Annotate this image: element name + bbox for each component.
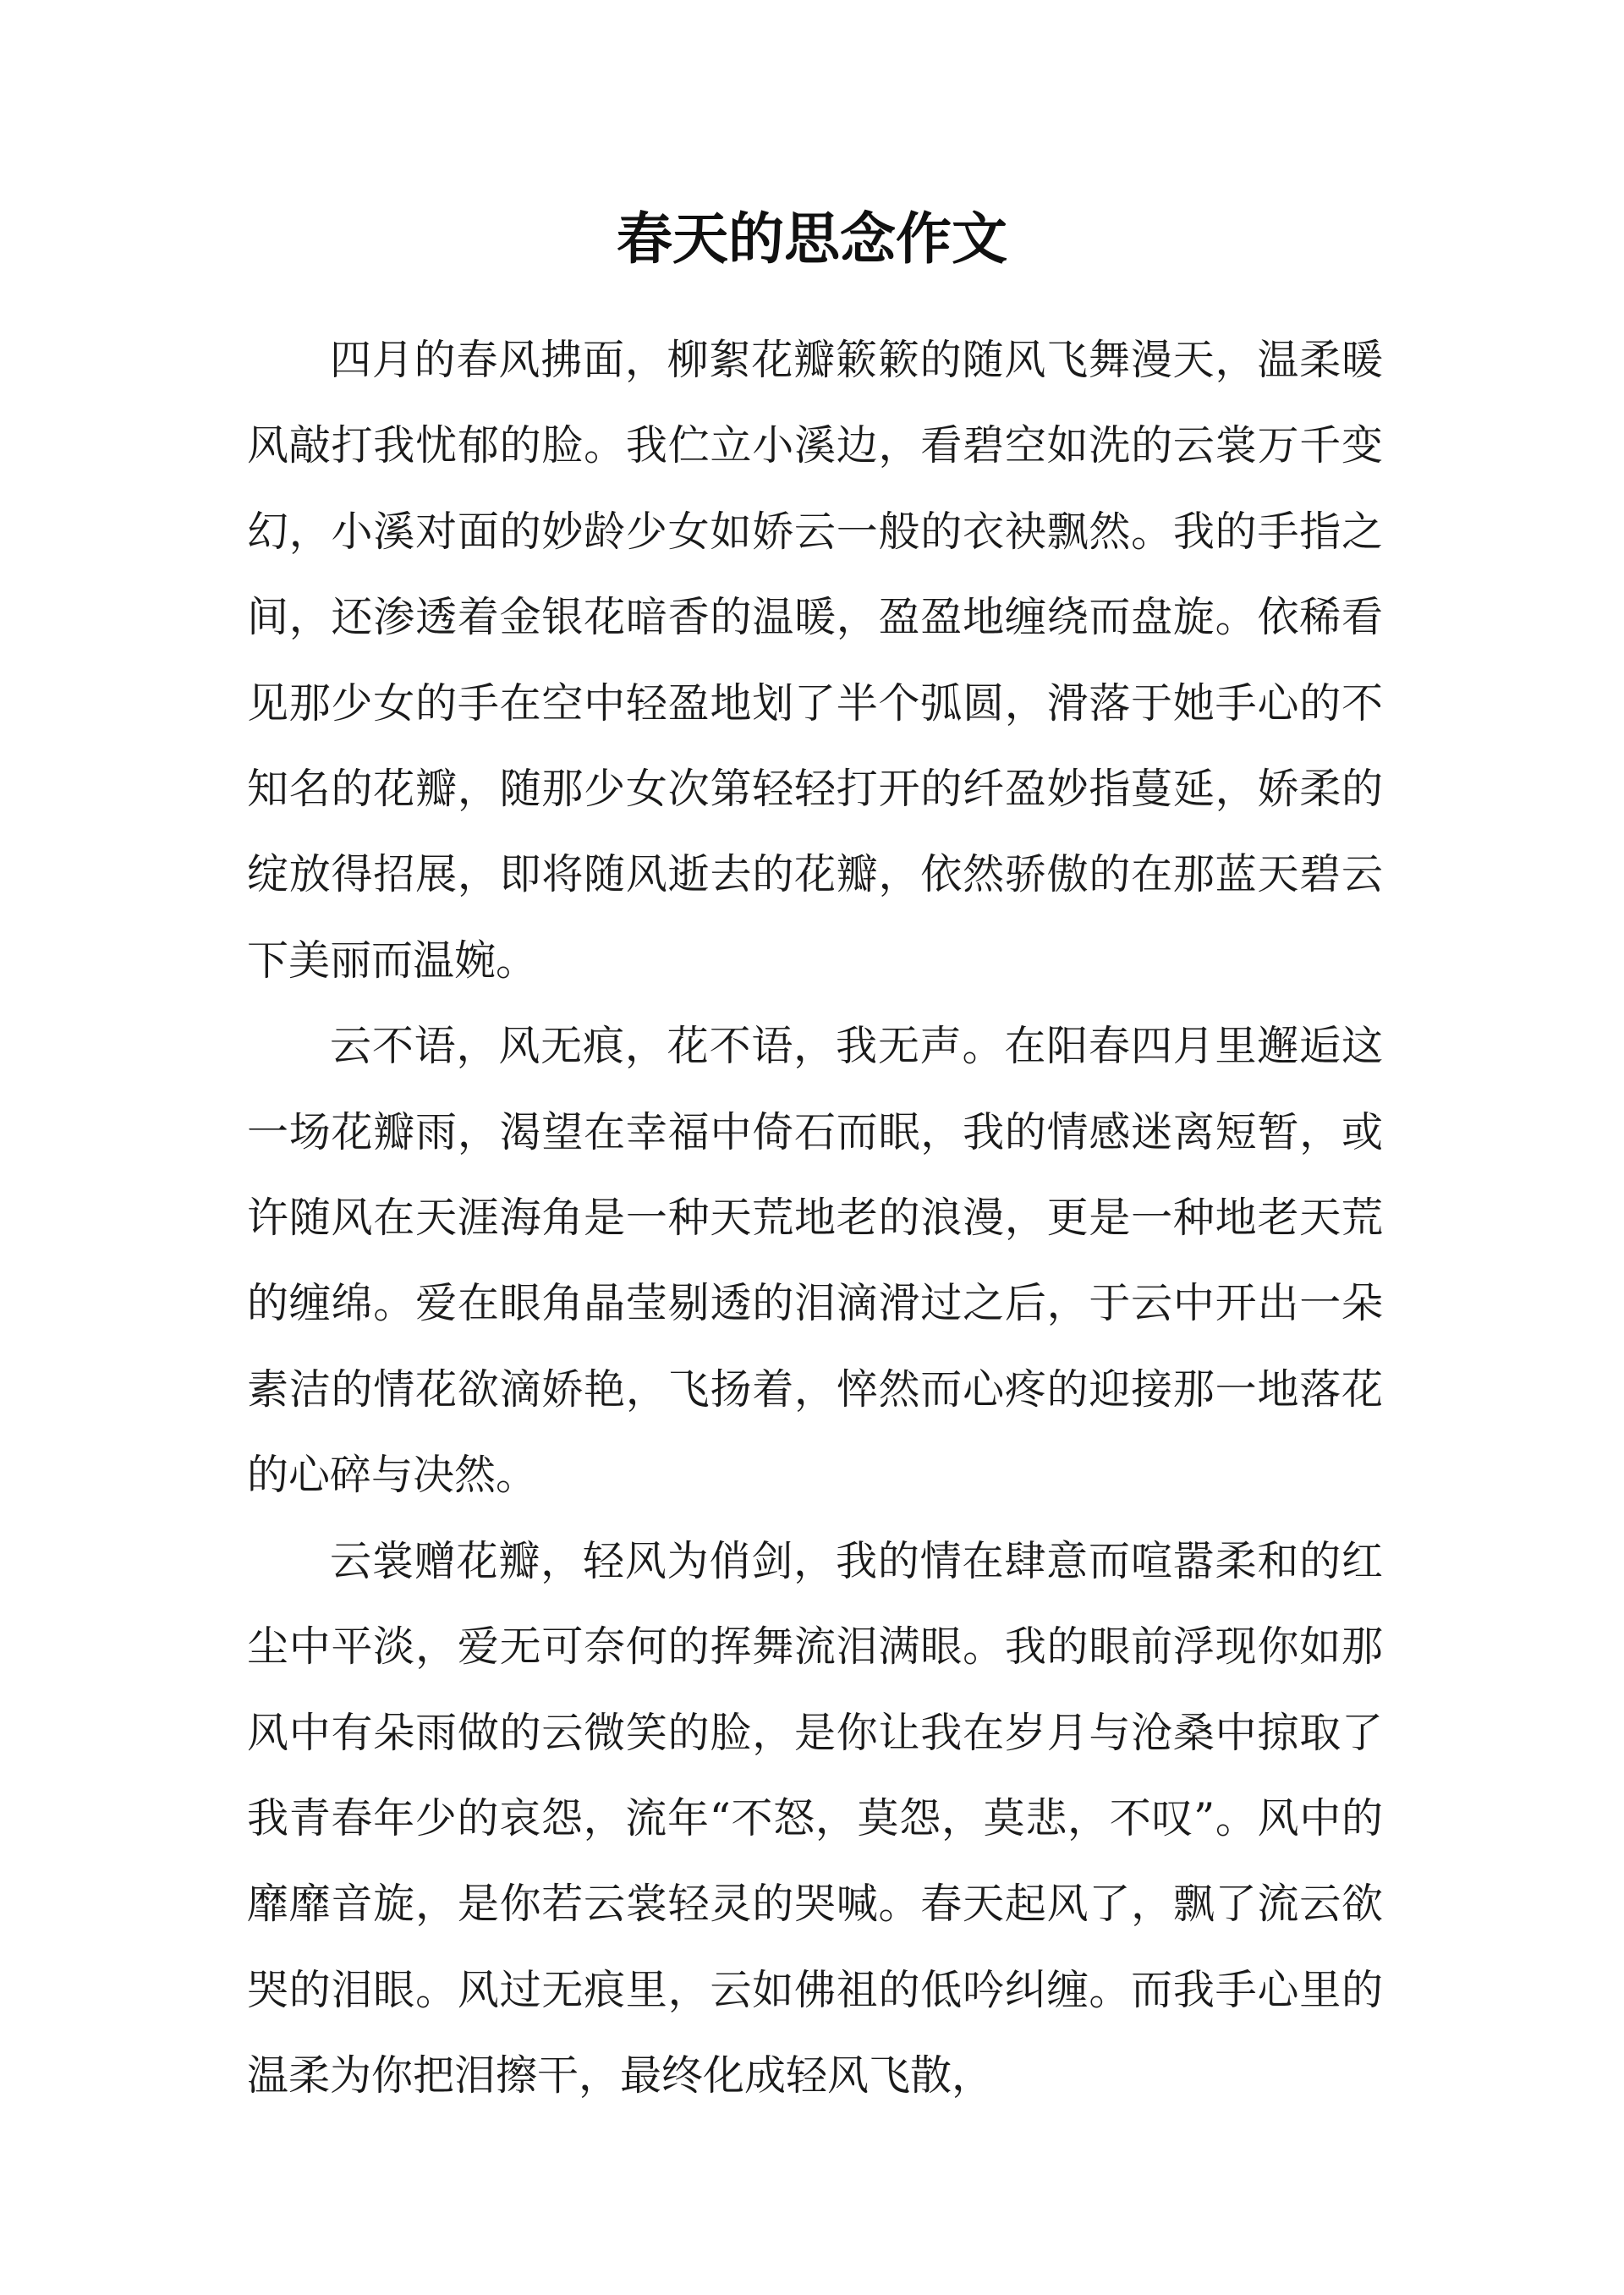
document-title: 春天的思念作文 [617,206,1007,272]
paragraph-2: 云不语，风无痕，花不语，我无声。在阳春四月里邂逅这一场花瓣雨，渴望在幸福中倚石而眠，我的情感迷离短暂，或许随风在天涯海角是一种天荒地老的浪漫，更是一种地老天荒的缠绵。爱在眼角晶莹剔透的泪滴滑过之后，于云中开出一朵素洁的情花欲滴娇艳，飞扬着，悴然而心疼的迎接那一地落花的心碎与决然。 [247,1022,1383,1500]
paragraph-1: 四月的春风拂面，柳絮花瓣簌簌的随风飞舞漫天，温柔暖风敲打我忧郁的脸。我伫立小溪边，看碧空如洗的云裳万千变幻，小溪对面的妙龄少女如娇云一般的衣袂飘然。我的手指之间，还渗透着金银花暗香的温暖，盈盈地缠绕而盘旋。依稀看见那少女的手在空中轻盈地划了半个弧圆，滑落于她手心的不知名的花瓣，随那少女次第轻轻打开的纤盈妙指蔓延，娇柔的绽放得招展，即将随风逝去的花瓣，依然骄傲的在那蓝天碧云下美丽而温婉。 [247,336,1383,985]
document-body [247,317,1383,2119]
paragraph-3: 云裳赠花瓣，轻风为俏剑，我的情在肆意而喧嚣柔和的红尘中平淡，爱无可奈何的挥舞流泪满眼。我的眼前浮现你如那风中有朵雨做的云微笑的脸，是你让我在岁月与沧桑中掠取了我青春年少的哀怨，流年“不怒，莫怨，莫悲，不叹”。风中的靡靡音旋，是你若云裳轻灵的哭喊。春天起风了，飘了流云欲哭的泪眼。风过无痕里，云如佛祖的低吟纠缠。而我手心里的温柔为你把泪擦干，最终化成轻风飞散， [247,1536,1383,2100]
